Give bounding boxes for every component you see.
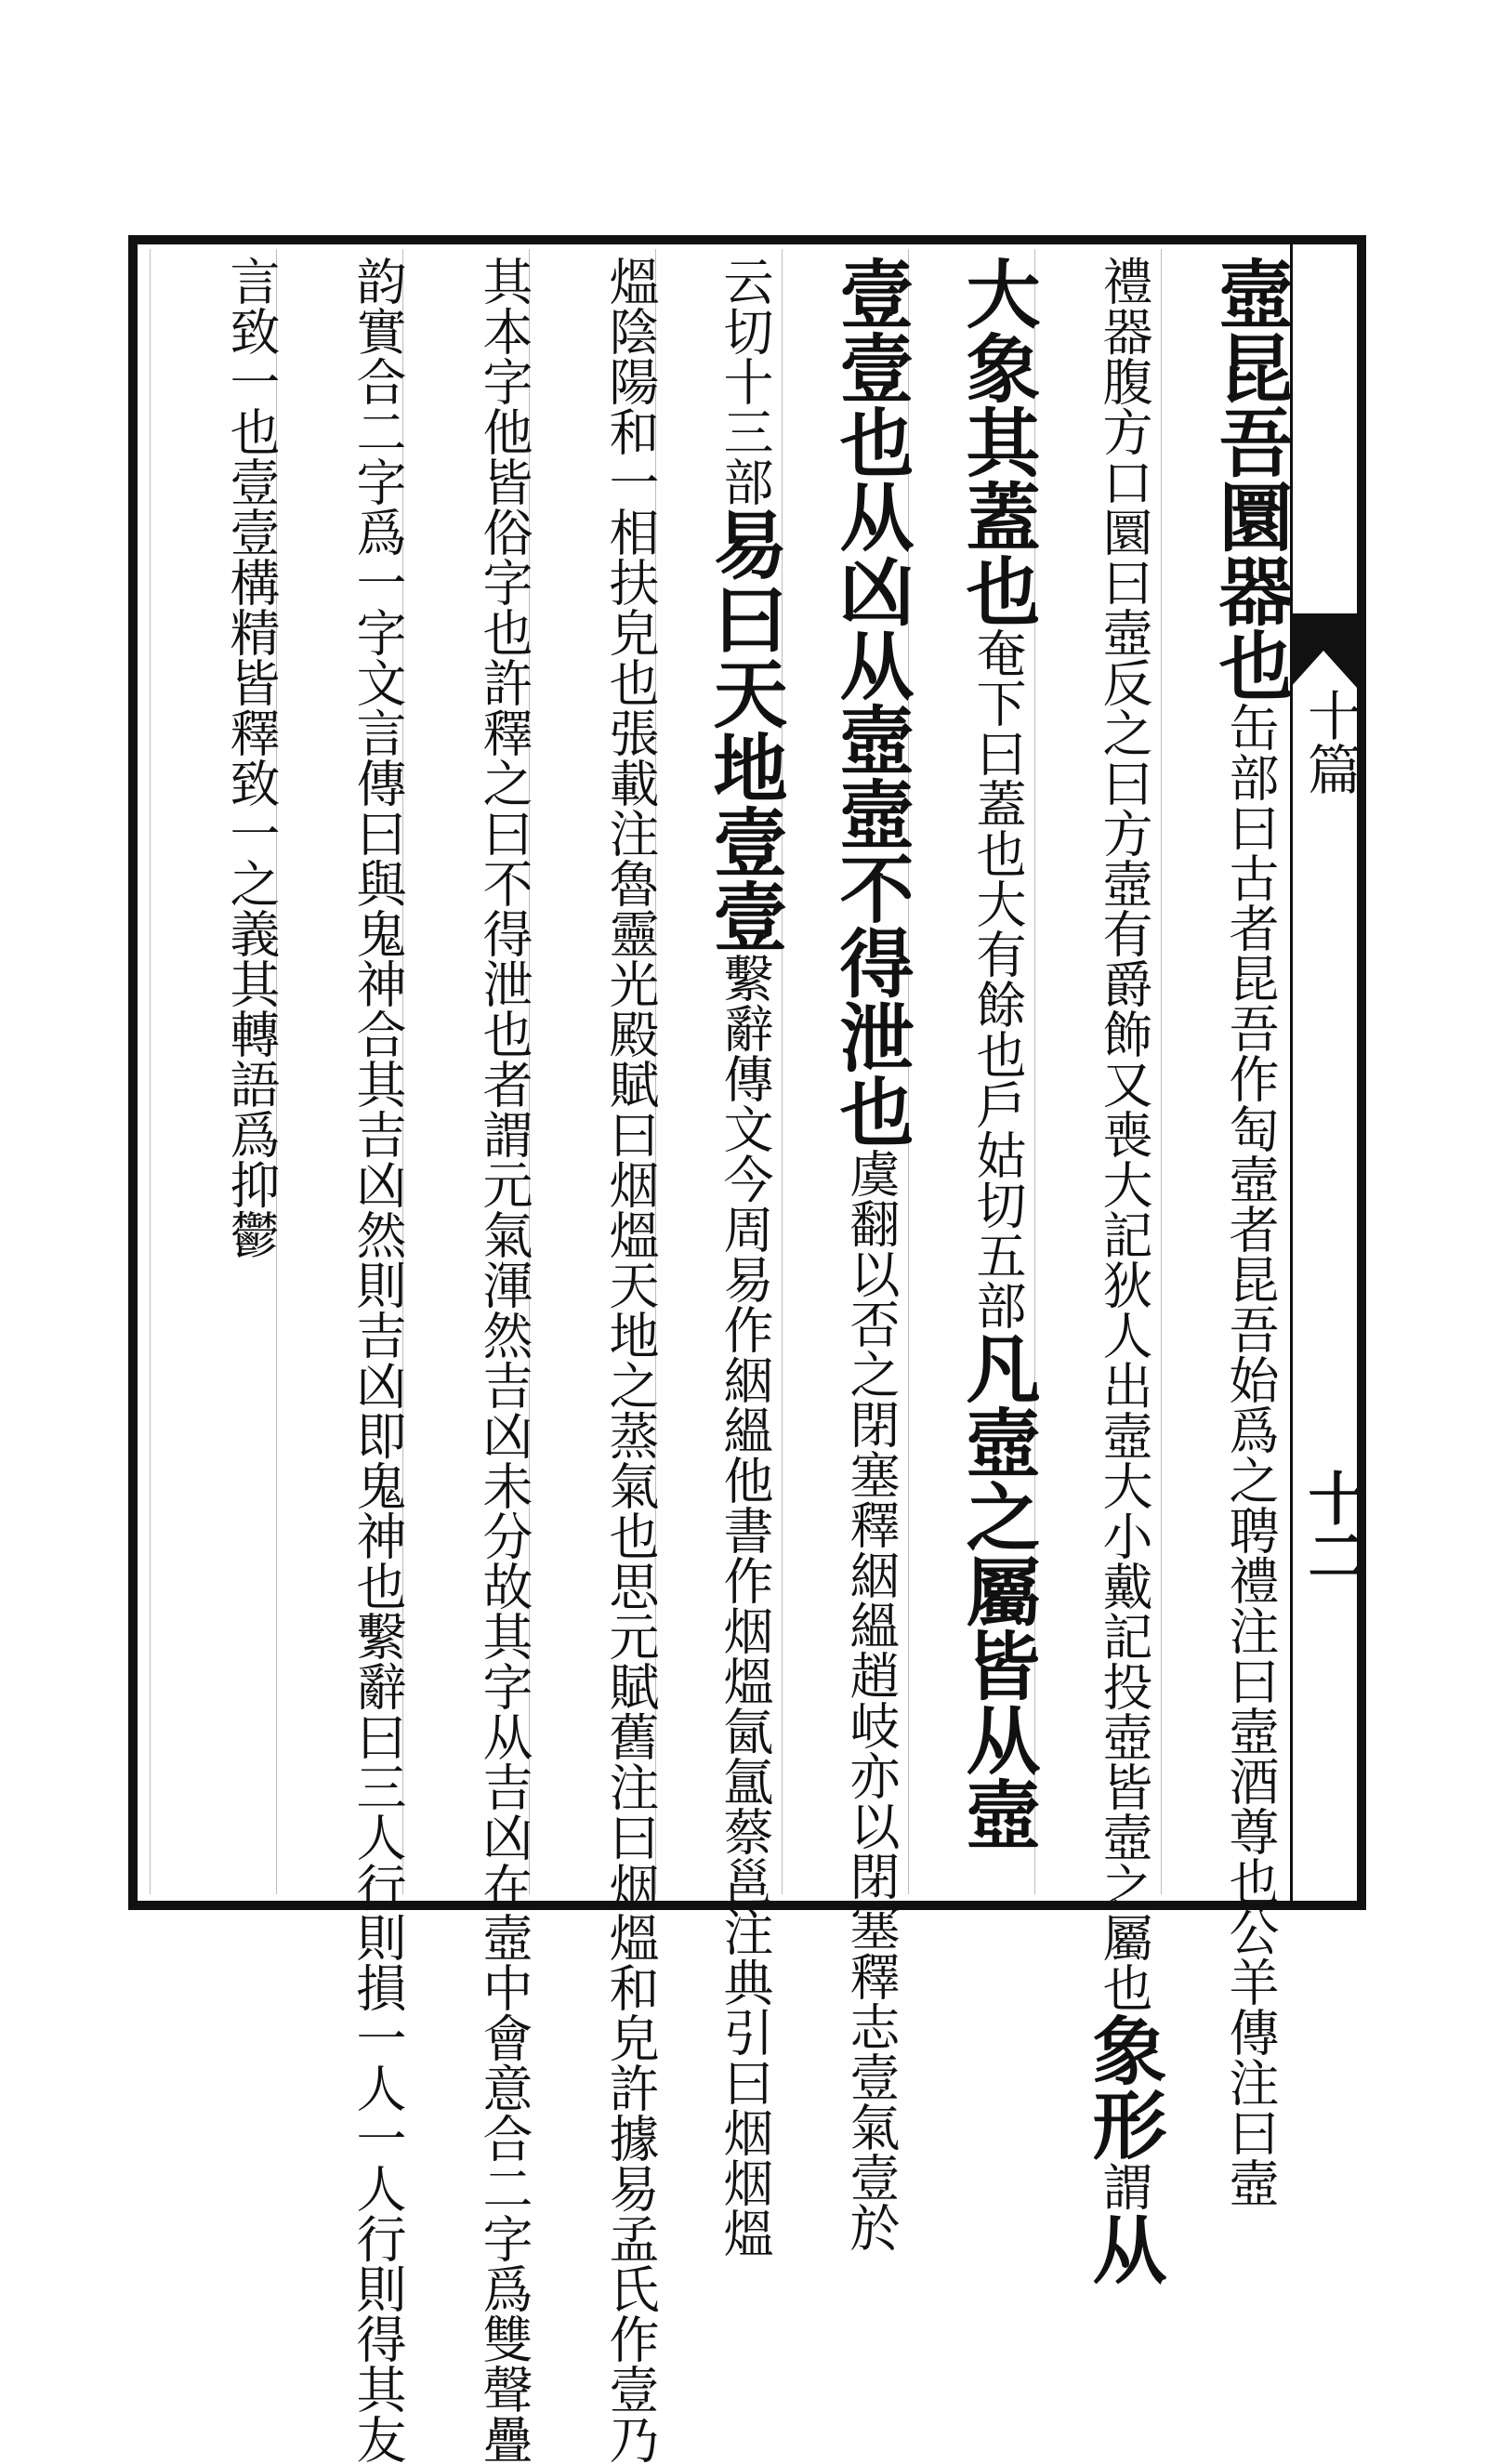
main-text: 从 bbox=[1080, 2211, 1167, 2286]
text-column bbox=[402, 256, 533, 2464]
text-column bbox=[782, 256, 915, 2252]
main-text: 大象其蓋也 bbox=[954, 256, 1041, 627]
leaf-number: 十二 bbox=[1298, 1469, 1366, 1584]
fold-strip bbox=[1290, 244, 1366, 1901]
commentary-text: 禮器腹方口圜曰壼反之曰方壼有爵飾又喪大記狄人出壼大小戴記投壺皆壼之屬也 bbox=[1095, 256, 1153, 2012]
commentary-text: 云切十三部 bbox=[716, 256, 774, 507]
main-text: 壹壹也从凶从壼壼不得泄也 bbox=[827, 256, 915, 1148]
text-column bbox=[908, 256, 1041, 1896]
main-text: 易曰天地壹壹 bbox=[701, 507, 788, 953]
commentary-text: 韵實合二字爲一字文言傳曰與鬼神合其吉凶然則吉凶即鬼神也繫辭曰三人行則損一人一人行則得其友 bbox=[349, 256, 407, 2464]
commentary-text: 言致一也壹壹構精皆釋致一之義其轉語爲抑鬱 bbox=[222, 256, 281, 1259]
fish-tail-mark bbox=[1290, 613, 1357, 688]
main-text: 象形 bbox=[1080, 2012, 1167, 2161]
fold-label: 十篇 bbox=[1298, 688, 1362, 796]
text-column bbox=[655, 256, 788, 2258]
text-column bbox=[276, 256, 407, 2464]
text-column bbox=[150, 256, 281, 1896]
commentary-text: 缶部曰古者昆吾作匋壼者昆吾始爲之聘禮注曰壼酒尊也公羊傳注曰壼 bbox=[1221, 702, 1280, 2207]
commentary-text: 繫辭傳文今周易作絪縕他書作烟熅氤氲蔡邕注典引曰烟烟熅 bbox=[716, 953, 774, 2258]
main-text: 壼昆吾圜器也 bbox=[1206, 256, 1294, 702]
column-rule bbox=[150, 249, 151, 1894]
text-column bbox=[1161, 256, 1294, 2207]
commentary-text: 熅陰陽和一相扶皃也張載注魯靈光殿賦曰烟熅天地之蒸氣也思元賦舊注曰烟熅和皃許據易孟氏作壹乃 bbox=[601, 256, 660, 2464]
text-column bbox=[529, 256, 660, 2464]
text-column bbox=[1034, 256, 1167, 2286]
column-rule bbox=[1161, 249, 1162, 1894]
commentary-text: 奄下曰蓋也大有餘也戶姑切五部 bbox=[968, 627, 1027, 1330]
commentary-text: 其本字他皆俗字也許釋之曰不得泄也者謂元氣渾然吉凶未分故其字从吉凶在壼中會意合二字爲雙聲疊 bbox=[475, 256, 533, 2464]
commentary-text: 虞翻以否之閉塞釋絪縕趙岐亦以閉塞釋志壹氣壹於 bbox=[842, 1148, 901, 2252]
column-rule bbox=[782, 249, 783, 1894]
main-text: 凡壼之屬皆从壼 bbox=[954, 1330, 1041, 1851]
commentary-text: 謂 bbox=[1095, 2161, 1153, 2211]
